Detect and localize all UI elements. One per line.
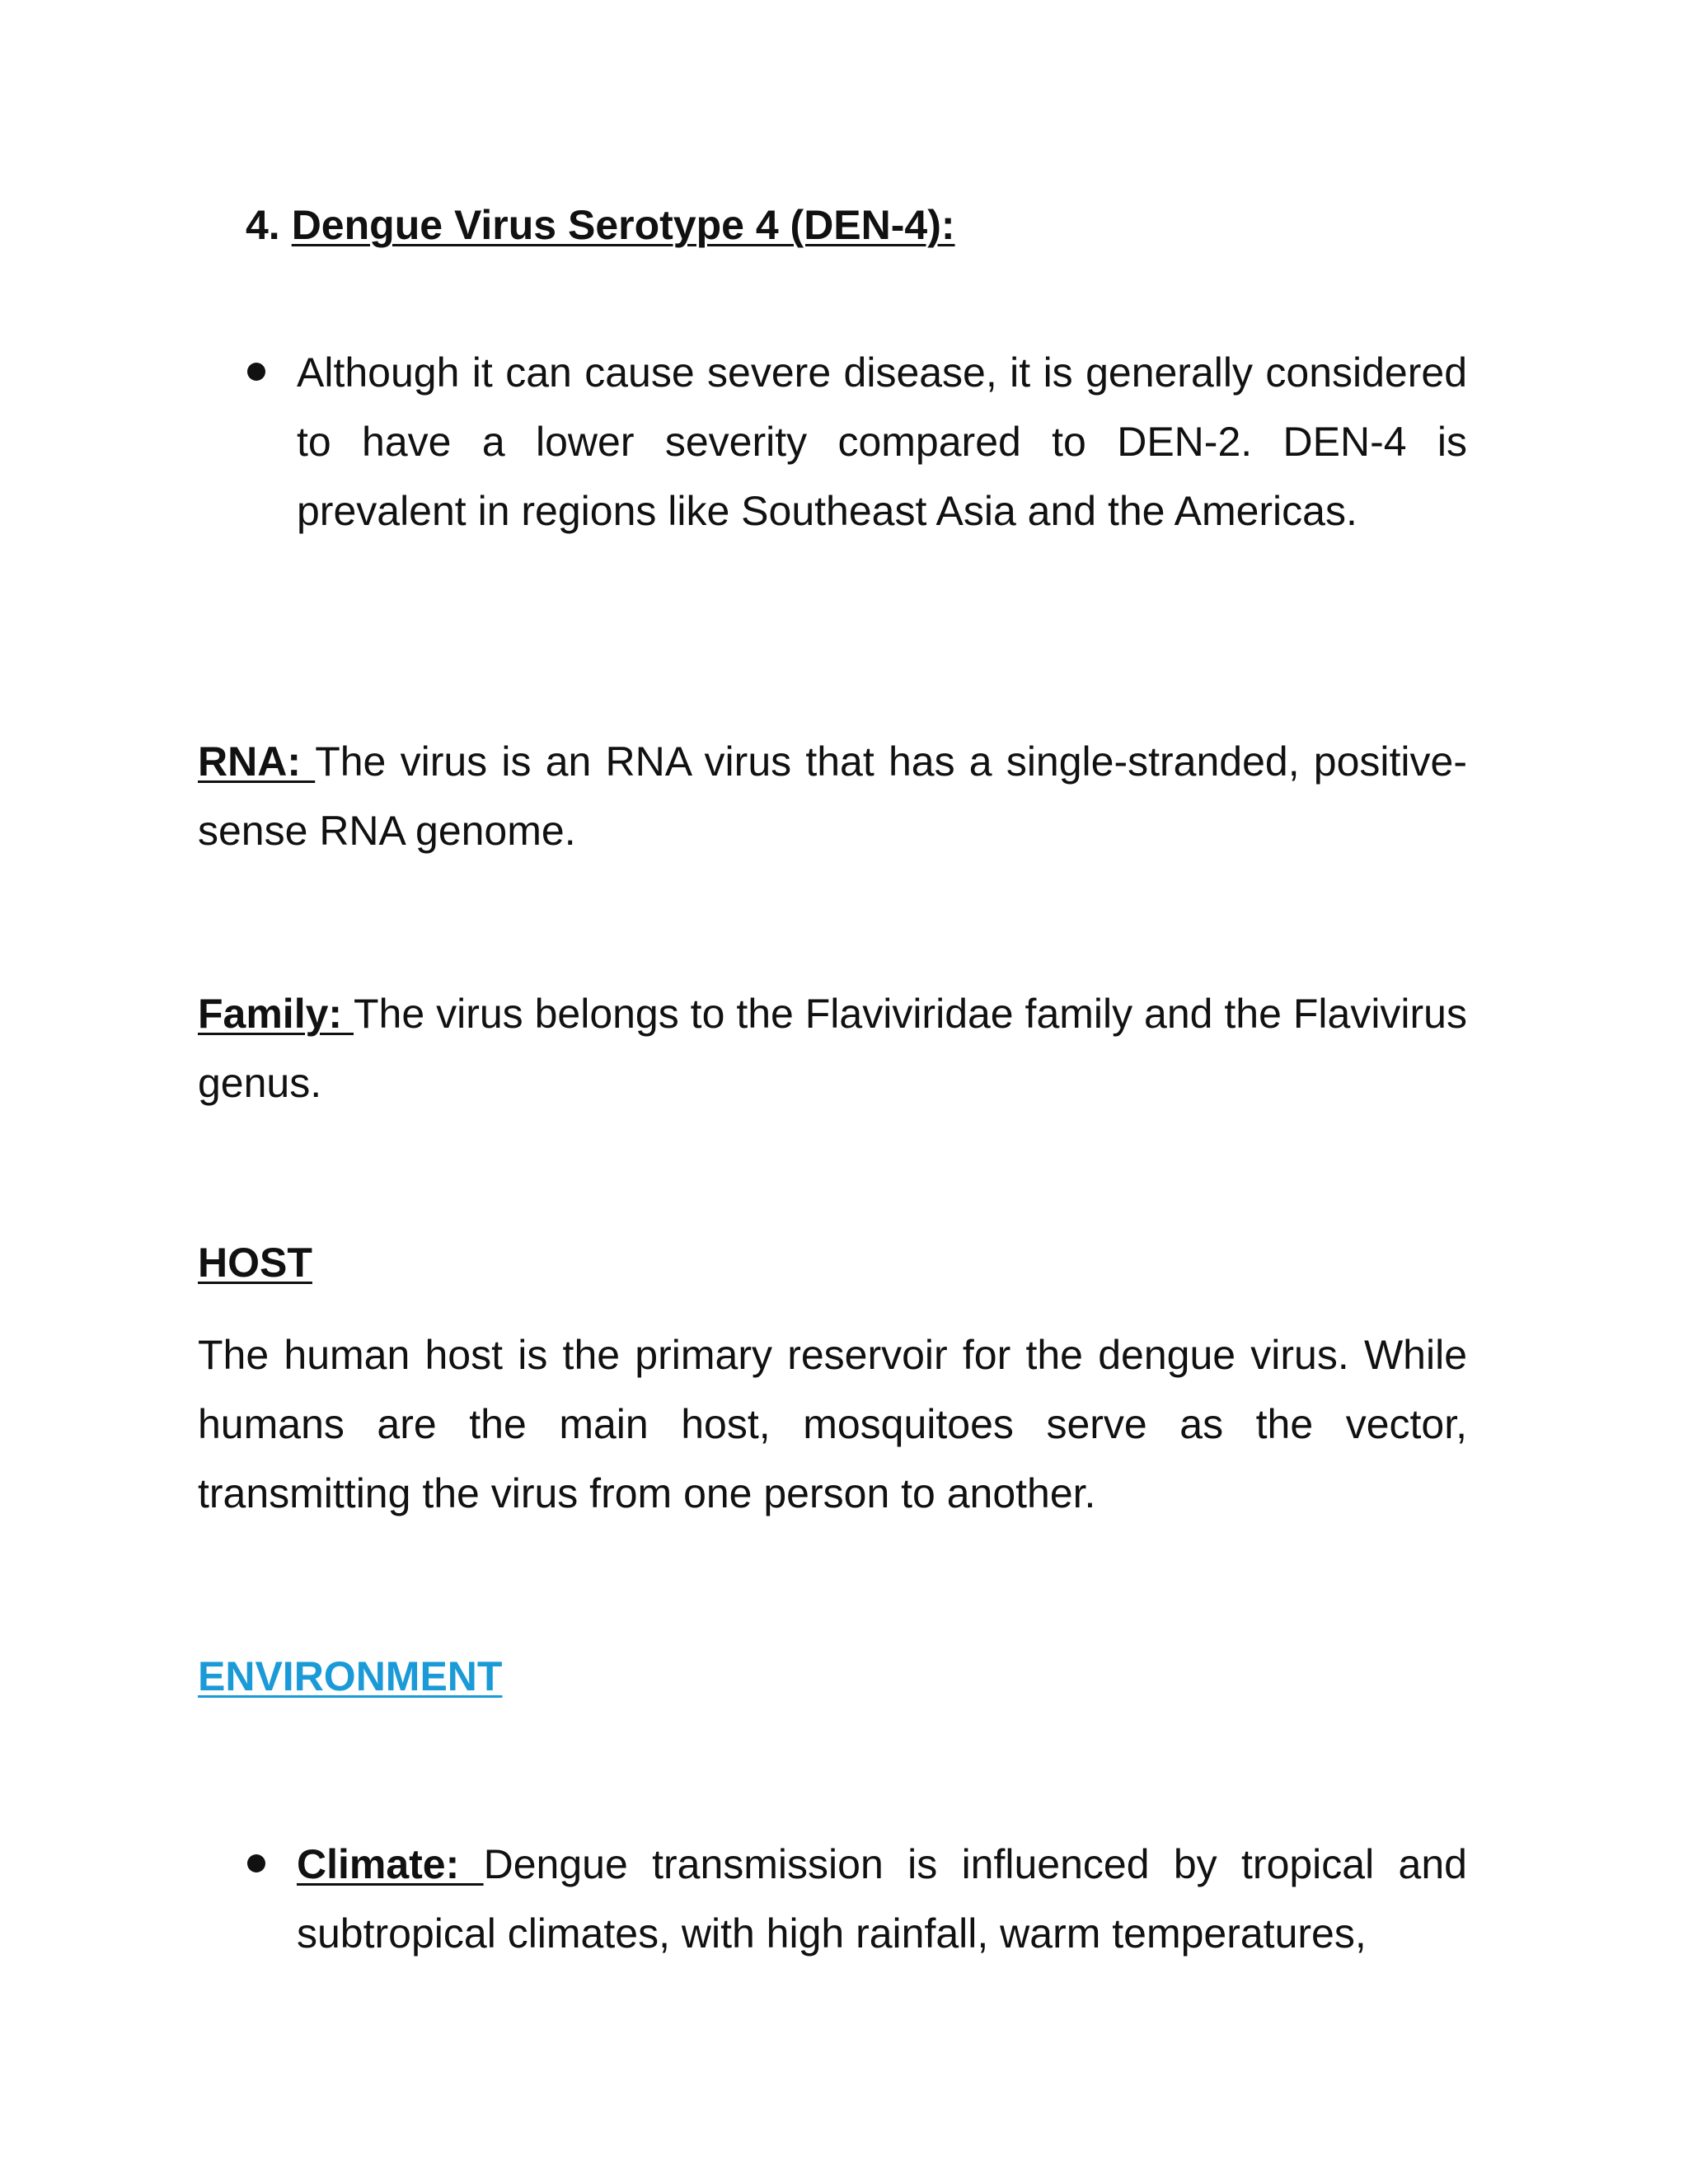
- serotype-title: Dengue Virus Serotype 4 (DEN-4):: [291, 202, 955, 248]
- bullet-icon: [247, 1854, 265, 1872]
- climate-bullet: [247, 1830, 1467, 1968]
- serotype-heading: [246, 200, 955, 250]
- host-heading: HOST: [198, 1240, 312, 1286]
- climate-text: Dengue transmission is influenced by tropical and subtropical climates, with high rainfall, warm temperatures,: [297, 1841, 1467, 1957]
- family-label: Family:: [198, 991, 354, 1037]
- serotype-bullet: [247, 338, 1467, 546]
- rna-paragraph: [198, 727, 1467, 865]
- list-number: 4.: [246, 202, 280, 248]
- family-paragraph: [198, 979, 1467, 1118]
- serotype-bullet-text: Although it can cause severe disease, it is generally considered to have a lower severity compared to DEN-2. DEN-4 is prevalent in regions like Southeast Asia and the Americas.: [297, 349, 1467, 534]
- rna-text: The virus is an RNA virus that has a single-stranded, positive-sense RNA genome.: [198, 738, 1467, 854]
- host-paragraph: The human host is the primary reservoir for the dengue virus. While humans are the main host, mosquitoes serve as the vector, transmitting the virus from one person to another.: [198, 1332, 1467, 1516]
- bullet-icon: [247, 363, 265, 381]
- family-text: The virus belongs to the Flaviviridae family and the Flavivirus genus.: [198, 991, 1467, 1106]
- environment-heading: ENVIRONMENT: [198, 1653, 503, 1699]
- rna-label: RNA:: [198, 738, 316, 785]
- climate-label: Climate:: [297, 1841, 484, 1887]
- climate-bullet-text: [297, 1830, 1467, 1968]
